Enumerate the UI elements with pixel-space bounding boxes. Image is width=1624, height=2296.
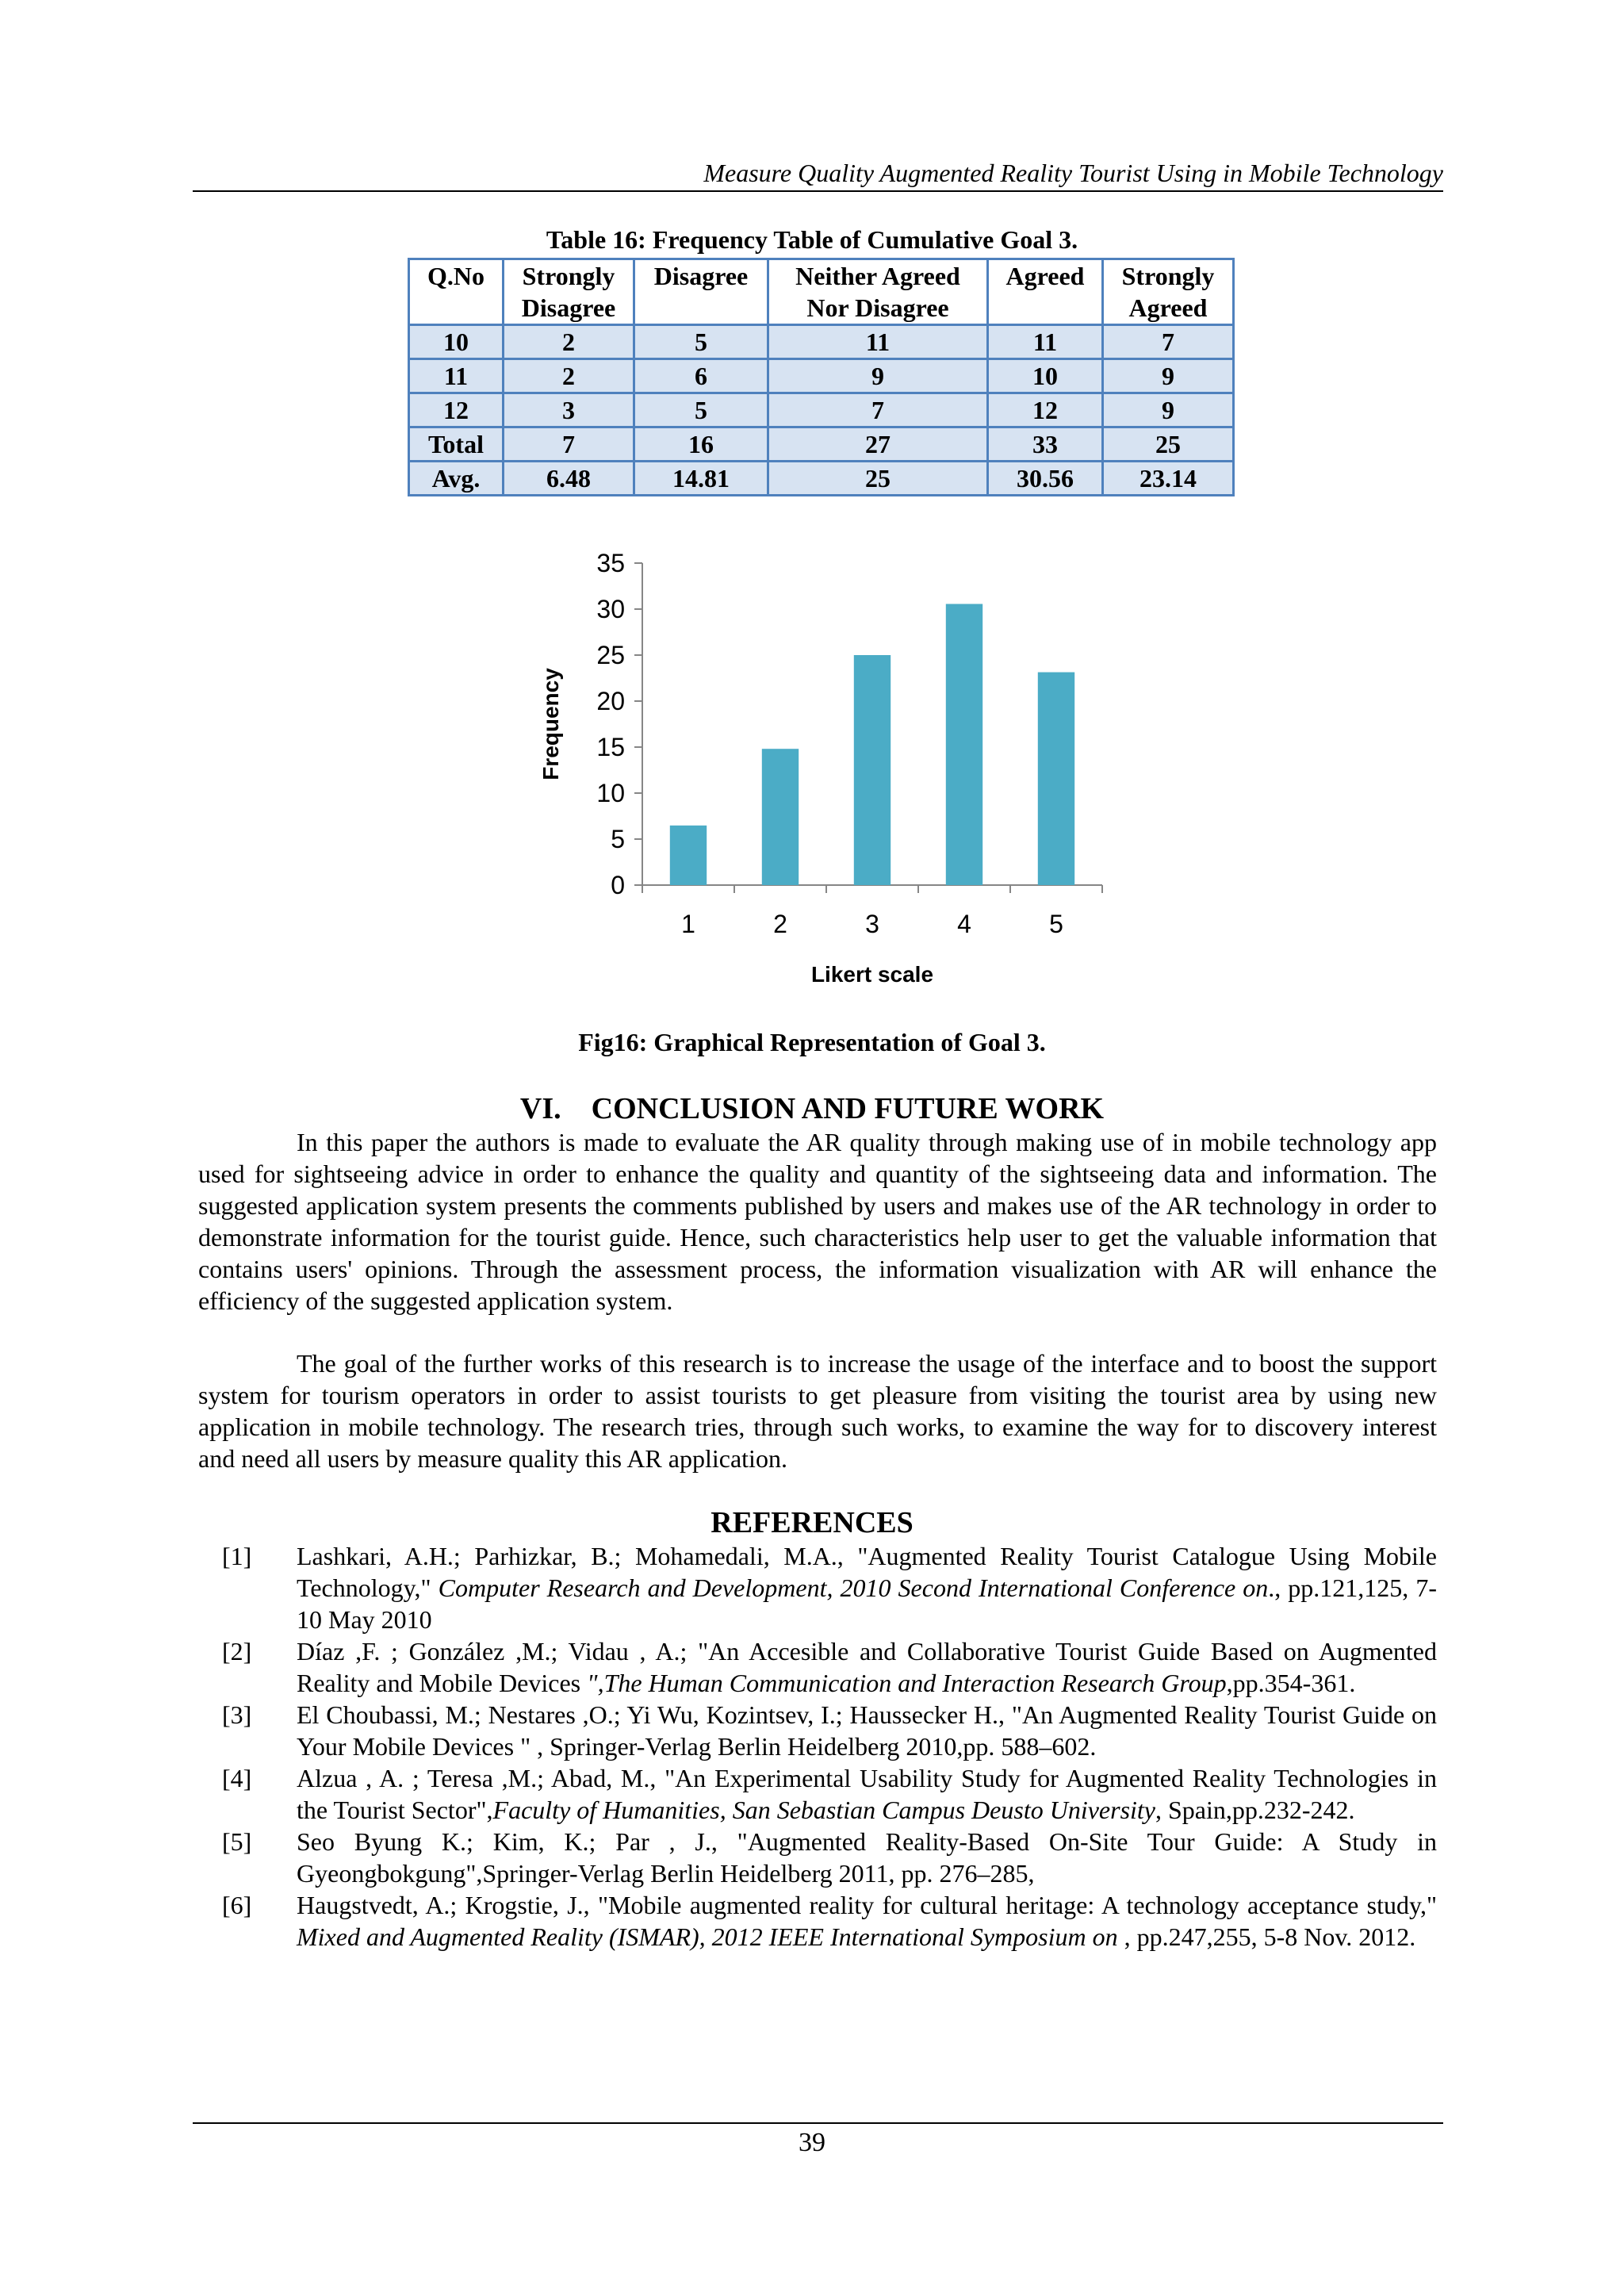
reference-number: [6] [222, 1891, 252, 1919]
table-cell: 25 [1103, 427, 1234, 462]
bar [854, 655, 891, 885]
y-tick-label: 15 [596, 733, 625, 761]
bar [670, 826, 707, 885]
x-tick-label: 5 [1049, 910, 1063, 938]
col-header-disagree: Disagree [634, 259, 768, 325]
y-tick-label: 35 [596, 549, 625, 577]
reference-text: El Choubassi, M.; Nestares ,O.; Yi Wu, Kozintsev, I.; Haussecker H., "An Augmented Reality Tourist Guide on Your Mobile Devices " , Springer-Verlag Berlin Heidelberg 2010,pp. 588–602. [297, 1700, 1437, 1761]
table-cell: 33 [988, 427, 1103, 462]
reference-text: Alzua , A. ; Teresa ,M.; Abad, M., "An Experimental Usability Study for Augmented Reality Technologies in the Tourist Sector", [297, 1764, 1437, 1824]
y-tick-label: 30 [596, 595, 625, 623]
reference-text: Seo Byung K.; Kim, K.; Par , J., "Augmented Reality-Based On-Site Tour Guide: A Study in Gyeongbokgung",Springer-Verlag Berlin Heidelberg 2011, pp. 276–285, [297, 1827, 1437, 1888]
col-header-strongly-disagree: Strongly Disagree [504, 259, 634, 325]
y-tick-label: 25 [596, 641, 625, 669]
table-cell: 11 [988, 325, 1103, 359]
reference-venue: Faculty of Humanities, San Sebastian Campus Deusto University [492, 1796, 1155, 1824]
table-header-row [409, 259, 1234, 325]
col-header-neither: Neither Agreed Nor Disagree [768, 259, 988, 325]
table-cell: 27 [768, 427, 988, 462]
table-caption: Table 16: Frequency Table of Cumulative Goal 3. [546, 225, 1078, 254]
reference-item [198, 1826, 1437, 1889]
reference-item [198, 1889, 1437, 1953]
future-work-paragraph: The goal of the further works of this research is to increase the usage of the interface and to boost the support system for tourism operators in order to assist tourists to get pleasure from visiting the tourist area by using new application in mobile technology. The research tries, through such works, to examine the way for to discovery interest and need all users by measure quality this AR application. [198, 1349, 1437, 1473]
references-title: REFERENCES [710, 1506, 914, 1539]
reference-text: Haugstvedt, A.; Krogstie, J., "Mobile augmented reality for cultural heritage: A technology acceptance study," [297, 1891, 1437, 1919]
reference-item [198, 1762, 1437, 1826]
footer-rule [193, 2122, 1443, 2124]
reference-text: Díaz ,F. ; González ,M.; Vidau , A.; "An Accesible and Collaborative Tourist Guide Based on Augmented Reality and Mobile Devices [297, 1637, 1437, 1697]
reference-details: , pp.247,255, 5-8 Nov. 2012. [1124, 1922, 1416, 1951]
table-cell: 5 [634, 325, 768, 359]
reference-details: ., pp.121,125, 7-10 May 2010 [297, 1573, 1438, 1634]
table-cell: 10 [988, 359, 1103, 393]
running-header: Measure Quality Augmented Reality Tourist Using in Mobile Technology [193, 155, 1443, 192]
table-row [409, 359, 1234, 393]
table-cell: 9 [768, 359, 988, 393]
col-header-agreed: Agreed [988, 259, 1103, 325]
reference-list [198, 1540, 1437, 1953]
reference-venue: ",The Human Communication and Interaction Research Group [587, 1669, 1227, 1697]
y-tick-label: 5 [611, 825, 625, 853]
table-cell: 6.48 [504, 462, 634, 496]
col-header-qno: Q.No [409, 259, 504, 325]
table-row-total [409, 427, 1234, 462]
table-cell: 5 [634, 393, 768, 427]
table-cell: 9 [1103, 359, 1234, 393]
reference-text: Lashkari, A.H.; Parhizkar, B.; Mohamedali, M.A., "Augmented Reality Tourist Catalogue Using Mobile Technology," [297, 1542, 1437, 1602]
table-row [409, 325, 1234, 359]
x-tick-label: 1 [681, 910, 695, 938]
page-number: 39 [799, 2128, 825, 2157]
bar-chart [476, 531, 1126, 999]
reference-item [198, 1699, 1437, 1762]
reference-venue: Computer Research and Development, 2010 Second International Conference on [438, 1573, 1269, 1602]
section-title: VI. CONCLUSION AND FUTURE WORK [519, 1092, 1105, 1125]
reference-number: [3] [222, 1700, 252, 1729]
table-cell: 14.81 [634, 462, 768, 496]
table-cell: 10 [409, 325, 504, 359]
table-cell: 16 [634, 427, 768, 462]
reference-number: [4] [222, 1764, 252, 1792]
reference-item [198, 1540, 1437, 1635]
reference-number: [1] [222, 1542, 252, 1570]
table-cell: 7 [768, 393, 988, 427]
table-cell: 3 [504, 393, 634, 427]
reference-number: [5] [222, 1827, 252, 1856]
y-axis-label: Frequency [538, 668, 563, 780]
reference-details: ,pp.354-361. [1226, 1669, 1356, 1697]
bar [762, 749, 799, 885]
reference-item [198, 1635, 1437, 1699]
x-tick-label: 4 [957, 910, 971, 938]
table-cell: 7 [504, 427, 634, 462]
y-tick-label: 20 [596, 687, 625, 715]
bar [1038, 673, 1074, 885]
x-tick-label: 2 [773, 910, 787, 938]
y-tick-label: 0 [611, 871, 625, 899]
table-cell: 2 [504, 359, 634, 393]
x-tick-label: 3 [865, 910, 879, 938]
figure-caption: Fig16: Graphical Representation of Goal 3. [578, 1028, 1046, 1056]
reference-details: , Spain,pp.232-242. [1155, 1796, 1355, 1824]
frequency-table [408, 258, 1235, 496]
col-header-strongly-agreed: Strongly Agreed [1103, 259, 1234, 325]
reference-venue: Mixed and Augmented Reality (ISMAR), 2012 IEEE International Symposium on [297, 1922, 1124, 1951]
table-cell: 7 [1103, 325, 1234, 359]
conclusion-paragraph: In this paper the authors is made to evaluate the AR quality through making use of in mobile technology app used for sightseeing advice in order to enhance the quality and quantity of the sightseeing data and information. The suggested application system presents the comments published by users and makes use of the AR technology in order to demonstrate information for the tourist guide. Hence, such characteristics help user to get the valuable information that contains users' opinions. Through the assessment process, the information visualization with AR will enhance the efficiency of the suggested application system. [198, 1128, 1437, 1315]
table-cell: 12 [988, 393, 1103, 427]
table-cell: Total [409, 427, 504, 462]
table-cell: 23.14 [1103, 462, 1234, 496]
table-cell: 12 [409, 393, 504, 427]
y-tick-label: 10 [596, 779, 625, 807]
table-row-average [409, 462, 1234, 496]
table-cell: 25 [768, 462, 988, 496]
table-cell: Avg. [409, 462, 504, 496]
bar [946, 604, 982, 885]
table-cell: 9 [1103, 393, 1234, 427]
table-row [409, 393, 1234, 427]
reference-number: [2] [222, 1637, 252, 1665]
table-cell: 6 [634, 359, 768, 393]
x-axis-label: Likert scale [810, 962, 934, 987]
table-cell: 2 [504, 325, 634, 359]
table-cell: 30.56 [988, 462, 1103, 496]
table-cell: 11 [409, 359, 504, 393]
table-cell: 11 [768, 325, 988, 359]
